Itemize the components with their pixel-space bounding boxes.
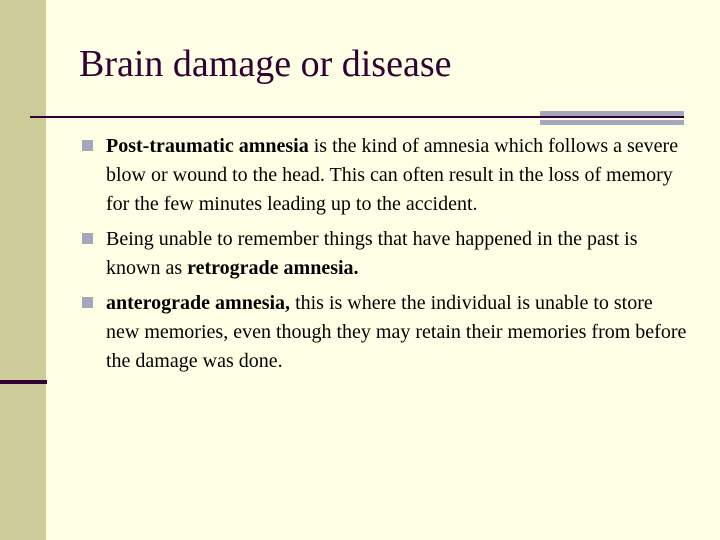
slide-title: Brain damage or disease [79,43,452,85]
bullet-text: Being unable to remember things that have happened in the past is known as [106,228,638,279]
title-underline [30,116,684,118]
bullet-list [80,132,690,382]
square-bullet-icon [82,233,93,244]
title-accent-bar-lower [540,120,684,125]
left-band-rule [0,380,47,384]
term-post-traumatic-amnesia: Post-traumatic amnesia [106,135,309,157]
term-retrograde-amnesia: retrograde amnesia. [187,257,359,279]
title-accent-bar [540,111,684,116]
term-anterograde-amnesia: anterograde amnesia, [106,292,291,314]
bullet-text: this is where the individual is unable to store new memories, even though they may retain their memories from before the damage was done. [106,292,687,372]
bullet-text: is the kind of amnesia which follows a severe blow or wound to the head. This can often result in the loss of memory for the few minutes leading up to the accident. [106,135,679,215]
square-bullet-icon [82,140,93,151]
square-bullet-icon [82,297,93,308]
left-decorative-band [0,0,46,540]
bullet-item-post-traumatic [80,132,690,219]
bullet-item-retrograde [80,225,690,283]
bullet-item-anterograde [80,289,690,376]
